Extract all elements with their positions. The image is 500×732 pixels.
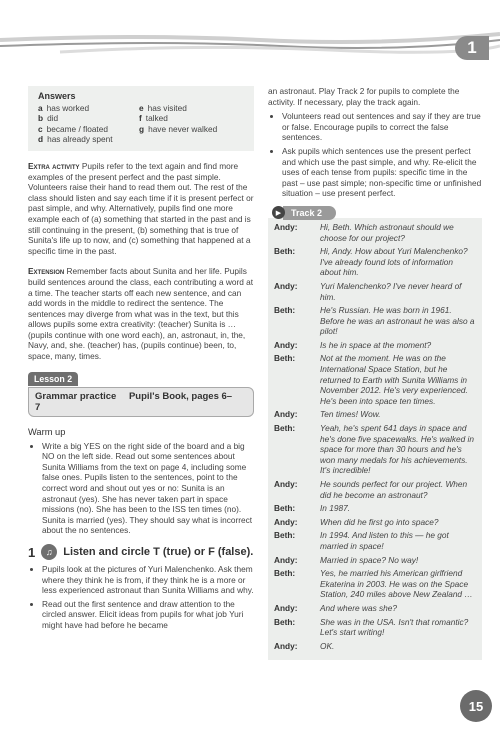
track-title: Track 2	[283, 206, 336, 220]
right-bullets	[268, 111, 482, 199]
dialog-line	[274, 555, 476, 566]
dialog-line	[274, 641, 476, 652]
speaker-name: Beth:	[274, 353, 296, 364]
dialog-line	[274, 530, 476, 551]
extension-paragraph	[28, 266, 254, 361]
dialog-line	[274, 281, 476, 302]
warm-up-bullet: • Write a big YES on the right side of the board and a big NO on the left side. Read out some sentences about Sunita Williams from the text on page 4, including some false ones. Pupils listen to the sentences, point to the correct word and shout out yes or no: Sunita is an astronaut (yes). She has never taken part in space missions (no). She has been to the ISS ten times (no). Sunita is married (yes). They should say what is incorrect about the no sentences.	[42, 441, 254, 536]
speaker-name: Beth:	[274, 503, 296, 514]
answer-item: b did	[38, 113, 59, 124]
dialog-line	[274, 423, 476, 476]
listen-icon: ♫	[41, 544, 57, 560]
dialog-line	[274, 568, 476, 600]
dialog-line	[274, 617, 476, 638]
dialog-line	[274, 603, 476, 614]
exercise-bullet: • Pupils look at the pictures of Yuri Malenchenko. Ask them where they think he is from, if they think he is a more or less experienced astronaut than Sunita Williams and why.	[42, 564, 254, 596]
speaker-line: OK.	[320, 640, 335, 651]
exercise-bullet: • Read out the first sentence and draw attention to the circled answer. Elicit ideas from pupils for what job Yuri might have had before he became	[42, 599, 254, 631]
speaker-line: He sounds perfect for our project. When did he become an astronaut?	[320, 479, 468, 500]
extension-text: Remember facts about Sunita and her life. Pupils build sentences around the class, each contributing a word at a time. The teacher starts off each new sentence, and can add words in the middle to redirect the sentence. The sentences may diverge from what was in the text, but this allows pupils some extra creativity: (teacher) Sunita is … (pupils continue with one word each), an, astronaut, in, the, Navy, and, she. (teacher) has, (pupils continue) been, to, space, many, times.	[28, 266, 254, 362]
speaker-name: Andy:	[274, 554, 298, 565]
speaker-name: Andy:	[274, 280, 298, 291]
audio-track-icon: ▶	[272, 206, 285, 219]
speaker-line: Ten times! Wow.	[320, 409, 381, 420]
exercise-title: Listen and circle T (true) or F (false).	[63, 546, 254, 558]
continued-paragraph: an astronaut. Play Track 2 for pupils to complete the activity. If necessary, play the track again.	[268, 86, 460, 107]
dialog-line	[274, 517, 476, 528]
dialog-line	[274, 409, 476, 420]
right-column	[268, 86, 482, 660]
exercise-1-heading	[28, 544, 254, 560]
speaker-line: Married in space? No way!	[320, 554, 419, 565]
dialog-line	[274, 305, 476, 337]
speaker-name: Andy:	[274, 339, 298, 350]
speaker-line: She was in the USA. Isn't that romantic? Let's start writing!	[320, 616, 469, 638]
right-bullet: • Ask pupils which sentences use the present perfect and which use the past simple, and why. Re-elicit the uses of each tense from pupils: specific time in the past – use past simple; non-specific time or unfinished situation – use present perfect.	[282, 146, 482, 199]
speaker-name: Andy:	[274, 409, 298, 420]
lesson-title-bar	[28, 387, 254, 417]
answer-item: a has worked	[38, 102, 90, 113]
speaker-name: Andy:	[274, 602, 298, 613]
unit-number-badge: 1	[455, 36, 489, 60]
speaker-line: He's Russian. He was born in 1961. Before he was an astronaut he was also a pilot!	[320, 305, 475, 337]
answer-item: e has visited	[139, 102, 187, 113]
dialog-line	[274, 479, 476, 500]
extra-activity-paragraph	[28, 161, 254, 256]
extra-activity-label: Extra activity	[28, 160, 80, 171]
speaker-name: Beth:	[274, 423, 296, 434]
header-wave-decoration	[0, 0, 500, 70]
speaker-line: And where was she?	[320, 602, 398, 613]
speaker-line: Yes, he married his American girlfriend Ekaterina in 2003. He was on the Space Station, 240 miles above New Zealand …	[320, 568, 473, 600]
dialog-line	[274, 353, 476, 406]
speaker-name: Beth:	[274, 305, 296, 316]
speaker-line: Yuri Malenchenko? I've never heard of him.	[320, 280, 462, 302]
page-number: 15	[460, 690, 492, 722]
warm-up-heading: Warm up	[28, 426, 66, 437]
track-transcript	[268, 206, 482, 660]
dialog-line	[274, 246, 476, 278]
exercise-1-list	[28, 564, 254, 631]
lesson-title: Grammar practice	[35, 390, 117, 402]
dialog-line	[274, 340, 476, 351]
speaker-line: Not at the moment. He was on the International Space Station, but he returned to Earth with Sunita Williams in November 2012. He's very experienced. He's been into space ten times.	[320, 353, 468, 406]
answer-item: f talked	[139, 113, 168, 124]
dialog-line	[274, 503, 476, 514]
speaker-line: In 1994. And listen to this — he got married in space!	[320, 530, 449, 551]
speaker-line: In 1987.	[320, 503, 350, 514]
speaker-name: Beth:	[274, 530, 296, 541]
answer-item: c became / floated	[38, 123, 108, 134]
dialog-line	[274, 222, 476, 243]
answers-title: Answers	[38, 91, 76, 101]
speaker-line: Yeah, he's spent 641 days in space and he's done five spacewalks. He's walked in space for more than 30 hours and he's won many medals for his achievements. It's incredible!	[320, 423, 474, 476]
lesson-badge: Lesson 2	[28, 372, 78, 386]
left-column	[28, 86, 254, 634]
speaker-line: Hi, Beth. Which astronaut should we choose for our project?	[320, 221, 454, 243]
dialog-box	[268, 218, 482, 660]
speaker-name: Beth:	[274, 568, 296, 579]
speaker-name: Andy:	[274, 479, 298, 489]
extension-label: Extension	[28, 266, 65, 277]
lesson-book-ref: Pupil's Book, pages 6–7	[35, 390, 233, 413]
answer-item: g have never walked	[139, 123, 218, 134]
warm-up-list	[28, 441, 254, 536]
answer-item: d has already spent	[38, 134, 113, 145]
exercise-number: 1	[28, 544, 36, 560]
speaker-name: Andy:	[274, 640, 298, 651]
speaker-name: Andy:	[274, 221, 298, 232]
speaker-name: Andy:	[274, 516, 298, 527]
speaker-name: Beth:	[274, 246, 296, 257]
answers-box	[28, 86, 254, 151]
speaker-line: Hi, Andy. How about Yuri Malenchenko? I've already found lots of information about him.	[320, 246, 468, 278]
right-bullet: • Volunteers read out sentences and say if they are true or false. Encourage pupils to correct the false sentences.	[282, 111, 482, 143]
answers-grid	[38, 103, 244, 145]
speaker-line: When did he first go into space?	[320, 516, 439, 527]
extra-activity-text: Pupils refer to the text again and find more examples of the present perfect and the past simple. Volunteers raise their hand to read them out. The rest of the class should listen and say each time if it is present perfect or past simple, and why. Alternatively, pupils find one more example each of (a) something that started in the past and is still continuing in the present, (b) something that is true of Sunita's life up to now, and (c) something that happened at a specific time in the past.	[28, 160, 254, 256]
speaker-name: Beth:	[274, 616, 296, 627]
speaker-line: Is he in space at the moment?	[320, 339, 432, 350]
